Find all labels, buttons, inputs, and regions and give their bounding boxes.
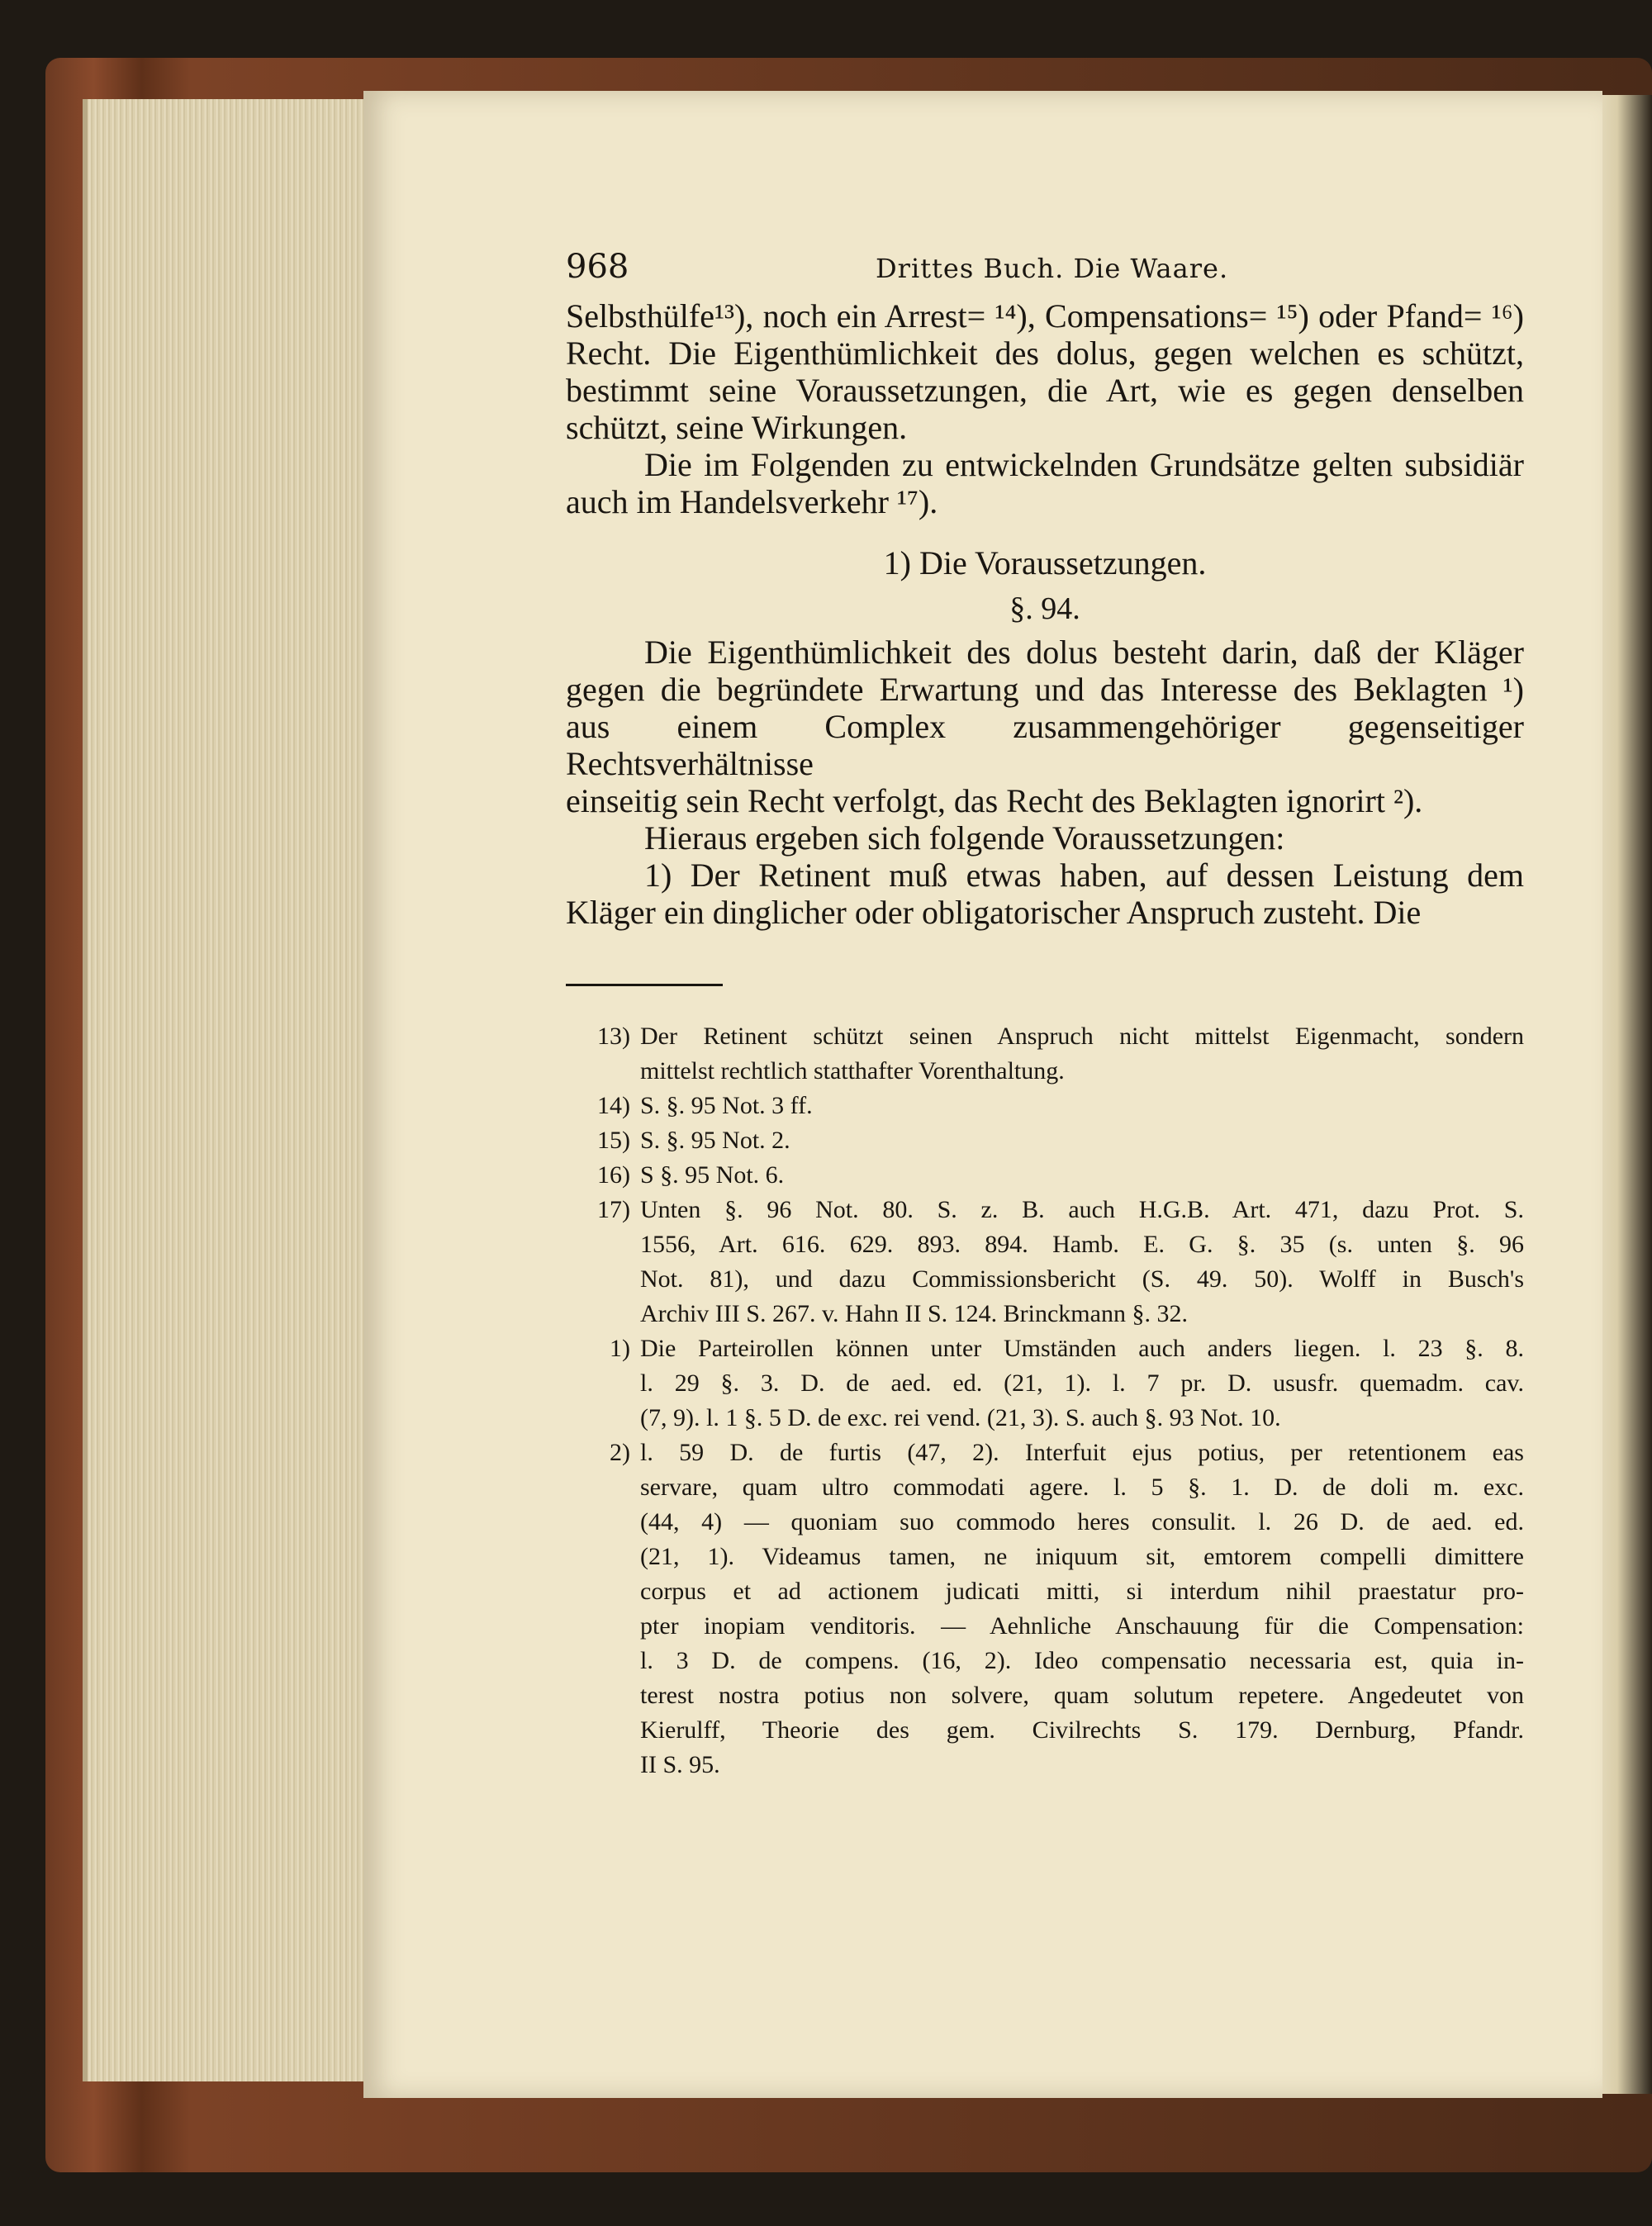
- paragraph: [566, 819, 1524, 857]
- footnote-line: Kierulff, Theorie des gem. Civilrechts S. 179. Dernburg, Pfandr.: [640, 1716, 1524, 1744]
- footnote-line: pter inopiam venditoris. — Aehnliche Anschauung für die Compensation:: [640, 1612, 1524, 1640]
- footnote-number: 16): [597, 1161, 630, 1189]
- footnote-line: Die Parteirollen können unter Umständen auch anders liegen. l. 23 §. 8.: [640, 1335, 1524, 1362]
- left-page-edges: [83, 99, 373, 2081]
- text-line: schützt, seine Wirkungen.: [566, 409, 908, 446]
- footnote-text: [630, 1123, 1524, 1158]
- footnotes: [566, 1019, 1524, 1782]
- footnote-line: l. 59 D. de furtis (47, 2). Interfuit ejus potius, per retentionem eas: [640, 1439, 1524, 1466]
- text-line: einseitig sein Recht verfolgt, das Recht des Beklagten ignorirt ²).: [566, 782, 1423, 819]
- footnote-line: S. §. 95 Not. 2.: [640, 1127, 790, 1154]
- text-line: bestimmt seine Voraussetzungen, die Art, wie es gegen denselben: [566, 372, 1524, 409]
- footnote: [566, 1331, 1524, 1436]
- text-line: 1) Der Retinent muß etwas haben, auf dessen Leistung dem: [644, 857, 1524, 894]
- text-line: aus einem Complex zusammengehöriger gegenseitiger Rechtsverhältnisse: [566, 708, 1524, 782]
- section-title: 1) Die Voraussetzungen.: [883, 544, 1207, 581]
- text-line: Die Eigenthümlichkeit des dolus besteht darin, daß der Kläger: [644, 634, 1524, 671]
- footnote: [566, 1019, 1524, 1089]
- footnote-line: (44, 4) — quoniam suo commodo heres consulit. l. 26 D. de aed. ed.: [640, 1508, 1524, 1535]
- paragraph: [566, 857, 1524, 931]
- footnote-line: S §. 95 Not. 6.: [640, 1161, 785, 1189]
- body-paragraphs-main: [566, 634, 1524, 931]
- footnote-line: l. 29 §. 3. D. de aed. ed. (21, 1). l. 7 pr. D. ususfr. quemadm. cav.: [640, 1369, 1524, 1397]
- footnote-line: (7, 9). l. 1 §. 5 D. de exc. rei vend. (21, 3). S. auch §. 93 Not. 10.: [640, 1404, 1281, 1431]
- footnote-line: II S. 95.: [640, 1751, 720, 1778]
- footnote-line: l. 3 D. de compens. (16, 2). Ideo compensatio necessaria est, quia in-: [640, 1647, 1524, 1674]
- footnote-line: corpus et ad actionem judicati mitti, si interdum nihil praestatur pro-: [640, 1578, 1524, 1605]
- footnote-number: 17): [597, 1196, 630, 1223]
- text-line: Die im Folgenden zu entwickelnden Grundsätze gelten subsidiär: [644, 446, 1524, 483]
- footnote-number: 15): [597, 1127, 630, 1154]
- footnote-text: [630, 1436, 1524, 1782]
- footnote: [566, 1089, 1524, 1123]
- text-line: auch im Handelsverkehr ¹⁷).: [566, 483, 938, 520]
- text-line: Selbsthülfe¹³), noch ein Arrest= ¹⁴), Compensations= ¹⁵) oder Pfand= ¹⁶): [566, 297, 1524, 335]
- footnote-rule: [566, 984, 723, 986]
- footnote: [566, 1158, 1524, 1193]
- footnote: [566, 1436, 1524, 1782]
- right-fore-edge: [1594, 95, 1652, 2094]
- footnote-text: [630, 1089, 1524, 1123]
- running-head: [566, 248, 1524, 297]
- footnote-number: 1): [610, 1335, 630, 1362]
- footnote-number: 2): [610, 1439, 630, 1466]
- footnote-line: Der Retinent schützt seinen Anspruch nicht mittelst Eigenmacht, sondern: [640, 1023, 1524, 1050]
- footnote: [566, 1123, 1524, 1158]
- book-page: [363, 91, 1602, 2098]
- paragraph: [566, 634, 1524, 819]
- section-number: §. 94.: [1009, 591, 1080, 626]
- footnote-line: 1556, Art. 616. 629. 893. 894. Hamb. E. G. §. 35 (s. unten §. 96: [640, 1231, 1524, 1258]
- footnote-line: Archiv III S. 267. v. Hahn II S. 124. Brinckmann §. 32.: [640, 1300, 1188, 1327]
- text-line: gegen die begründete Erwartung und das Interesse des Beklagten ¹): [566, 671, 1524, 708]
- text-line: Kläger ein dinglicher oder obligatorischer Anspruch zusteht. Die: [566, 894, 1422, 931]
- footnote: [566, 1193, 1524, 1331]
- page-number: 968: [566, 248, 629, 286]
- footnote-number: 14): [597, 1092, 630, 1119]
- running-title: Drittes Buch. Die Waare.: [876, 253, 1229, 284]
- paragraph: [566, 446, 1524, 520]
- footnote-line: Unten §. 96 Not. 80. S. z. B. auch H.G.B. Art. 471, dazu Prot. S.: [640, 1196, 1524, 1223]
- text-line: Hieraus ergeben sich folgende Voraussetzungen:: [644, 819, 1285, 857]
- paragraph: [566, 297, 1524, 446]
- footnote-text: [630, 1331, 1524, 1436]
- footnote-line: Not. 81), und dazu Commissionsbericht (S. 49. 50). Wolff in Busch's: [640, 1265, 1524, 1293]
- footnote-line: S. §. 95 Not. 3 ff.: [640, 1092, 813, 1119]
- text-line: Recht. Die Eigenthümlichkeit des dolus, gegen welchen es schützt,: [566, 335, 1524, 372]
- footnote-text: [630, 1019, 1524, 1089]
- text-block: [566, 248, 1524, 1782]
- footnote-line: terest nostra potius non solvere, quam solutum repetere. Angedeutet von: [640, 1682, 1524, 1709]
- footnote-line: (21, 1). Videamus tamen, ne iniquum sit, emtorem compelli dimittere: [640, 1543, 1524, 1570]
- footnote-line: servare, quam ultro commodati agere. l. 5 §. 1. D. de doli m. exc.: [640, 1474, 1524, 1501]
- footnote-text: [630, 1193, 1524, 1331]
- footnote-number: 13): [597, 1023, 630, 1050]
- footnote-line: mittelst rechtlich statthafter Vorenthaltung.: [640, 1057, 1065, 1085]
- footnote-text: [630, 1158, 1524, 1193]
- body-paragraphs-intro: [566, 297, 1524, 520]
